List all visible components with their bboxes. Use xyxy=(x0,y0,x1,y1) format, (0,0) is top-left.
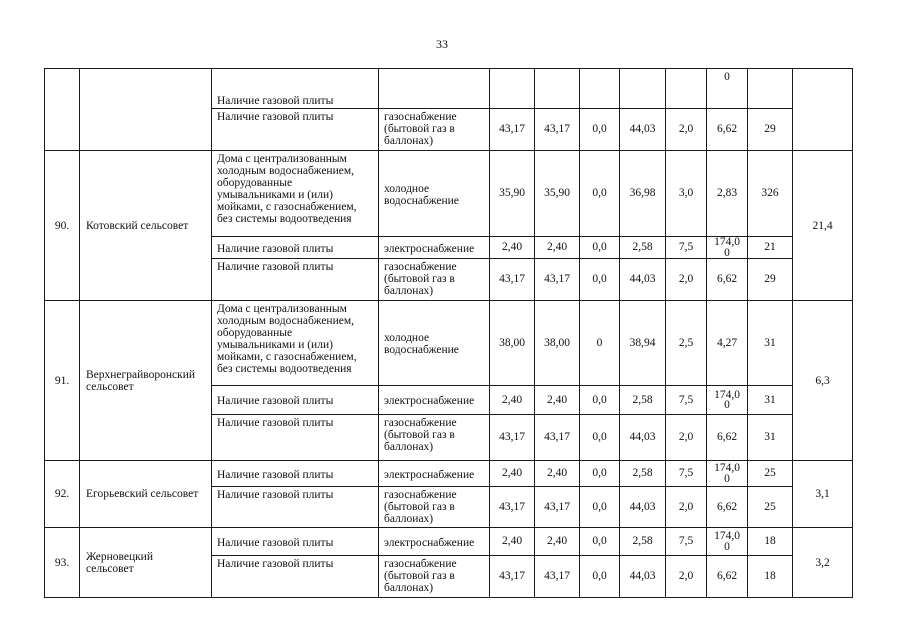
group-total: 3,2 xyxy=(793,528,853,598)
cell-value: 3,0 xyxy=(666,151,707,237)
group-total: 3,1 xyxy=(793,461,853,528)
cell-service: электроснабжение xyxy=(379,528,490,556)
cell-value: 174,0 0 xyxy=(707,528,748,556)
cell-description: Наличие газовой плиты xyxy=(212,415,379,461)
cell-value: 0,0 xyxy=(580,151,620,237)
cell-value: 7,5 xyxy=(666,386,707,415)
cell-service: газоснабжение (бытовой газ в баллоиах) xyxy=(379,487,490,528)
group-number: 93. xyxy=(45,528,80,598)
group-number: 90. xyxy=(45,151,80,301)
group-name: Егорьевский сельсовет xyxy=(80,461,212,528)
cell-value xyxy=(490,69,535,109)
cell-value: 326 xyxy=(748,151,793,237)
cell-value: 29 xyxy=(748,109,793,151)
cell-value: 44,03 xyxy=(620,556,666,598)
cell-value: 6,62 xyxy=(707,556,748,598)
cell-value: 29 xyxy=(748,259,793,301)
group-name: Жерновецкий сельсовет xyxy=(80,528,212,598)
cell-value: 44,03 xyxy=(620,259,666,301)
cell-value: 7,5 xyxy=(666,237,707,259)
cell-service: электроснабжение xyxy=(379,386,490,415)
cell-service: газоснабжение (бытовой газ в баллонах) xyxy=(379,259,490,301)
group-number: 92. xyxy=(45,461,80,528)
cell-value: 38,00 xyxy=(490,301,535,386)
table-row xyxy=(45,301,853,386)
cell-value: 35,90 xyxy=(535,151,580,237)
cell-value: 6,62 xyxy=(707,109,748,151)
cell-value: 2,83 xyxy=(707,151,748,237)
cell-service xyxy=(379,69,490,109)
cell-service: газоснабжение (бытовой газ в баллонах) xyxy=(379,556,490,598)
cell-description: Наличие газовой плиты xyxy=(212,259,379,301)
group-number: 91. xyxy=(45,301,80,461)
cell-value: 43,17 xyxy=(490,556,535,598)
cell-value: 2,58 xyxy=(620,528,666,556)
cell-value: 18 xyxy=(748,556,793,598)
cell-value: 2,0 xyxy=(666,556,707,598)
group-total-cell xyxy=(793,69,853,151)
cell-value: 2,58 xyxy=(620,461,666,487)
group-name: Котовский сельсовет xyxy=(80,151,212,301)
cell-description: Наличие газовой плиты xyxy=(212,237,379,259)
cell-value: 43,17 xyxy=(490,259,535,301)
cell-value: 38,00 xyxy=(535,301,580,386)
cell-description: Наличие газовой плиты xyxy=(212,69,379,109)
cell-value: 0 xyxy=(707,69,748,109)
cell-value: 2,40 xyxy=(535,461,580,487)
cell-value: 35,90 xyxy=(490,151,535,237)
cell-value: 0,0 xyxy=(580,487,620,528)
cell-value: 2,5 xyxy=(666,301,707,386)
cell-value xyxy=(620,69,666,109)
cell-value: 7,5 xyxy=(666,461,707,487)
cell-value: 25 xyxy=(748,487,793,528)
cell-service: холодное водоснабжение xyxy=(379,301,490,386)
cell-value xyxy=(535,69,580,109)
cell-value: 0,0 xyxy=(580,528,620,556)
cell-value: 2,40 xyxy=(535,237,580,259)
cell-value: 2,40 xyxy=(535,386,580,415)
table-row xyxy=(45,69,853,109)
table-row xyxy=(45,151,853,237)
cell-value: 2,40 xyxy=(535,528,580,556)
cell-value: 2,0 xyxy=(666,415,707,461)
cell-value: 43,17 xyxy=(490,415,535,461)
cell-description: Наличие газовой плиты xyxy=(212,528,379,556)
cell-value: 4,27 xyxy=(707,301,748,386)
cell-value: 0,0 xyxy=(580,259,620,301)
group-number-cell xyxy=(45,69,80,151)
cell-value: 36,98 xyxy=(620,151,666,237)
group-total: 21,4 xyxy=(793,151,853,301)
cell-value: 7,5 xyxy=(666,528,707,556)
cell-description: Наличие газовой плиты xyxy=(212,461,379,487)
cell-value: 0,0 xyxy=(580,386,620,415)
cell-value: 174,0 0 xyxy=(707,386,748,415)
cell-service: электроснабжение xyxy=(379,461,490,487)
cell-value: 44,03 xyxy=(620,109,666,151)
cell-value: 43,17 xyxy=(490,109,535,151)
cell-value: 2,0 xyxy=(666,109,707,151)
cell-value: 2,0 xyxy=(666,487,707,528)
table-row xyxy=(45,528,853,556)
cell-service: газоснабжение (бытовой газ в баллонах) xyxy=(379,109,490,151)
cell-value: 6,62 xyxy=(707,415,748,461)
cell-value: 38,94 xyxy=(620,301,666,386)
cell-description: Наличие газовой плиты xyxy=(212,487,379,528)
cell-description: Дома с централизованным холодным водоснабжением, оборудованные умывальниками и (или) мойками, с газоснабжением, без системы водоотведения xyxy=(212,151,379,237)
cell-description: Наличие газовой плиты xyxy=(212,109,379,151)
cell-value: 31 xyxy=(748,301,793,386)
cell-value: 31 xyxy=(748,415,793,461)
cell-value: 2,0 xyxy=(666,259,707,301)
cell-description: Наличие газовой плиты xyxy=(212,556,379,598)
cell-service: электроснабжение xyxy=(379,237,490,259)
cell-value xyxy=(666,69,707,109)
cell-service: холодное водоснабжение xyxy=(379,151,490,237)
group-name-cell xyxy=(80,69,212,151)
cell-value: 2,58 xyxy=(620,237,666,259)
cell-value: 0,0 xyxy=(580,461,620,487)
cell-value: 2,40 xyxy=(490,237,535,259)
cell-value: 44,03 xyxy=(620,415,666,461)
cell-value: 31 xyxy=(748,386,793,415)
cell-description: Дома с централизованным холодным водоснабжением, оборудованные умывальниками и (или) мойками, с газоснабжением, без системы водоотведения xyxy=(212,301,379,386)
cell-value: 25 xyxy=(748,461,793,487)
cell-value: 43,17 xyxy=(535,487,580,528)
cell-value: 174,0 0 xyxy=(707,237,748,259)
group-name: Верхнеграйворонский сельсовет xyxy=(80,301,212,461)
cell-value: 2,58 xyxy=(620,386,666,415)
cell-description: Наличие газовой плиты xyxy=(212,386,379,415)
cell-value: 0,0 xyxy=(580,109,620,151)
cell-value: 21 xyxy=(748,237,793,259)
cell-value: 2,40 xyxy=(490,386,535,415)
cell-value: 43,17 xyxy=(535,415,580,461)
cell-value: 43,17 xyxy=(535,259,580,301)
cell-value: 43,17 xyxy=(535,556,580,598)
cell-value: 2,40 xyxy=(490,461,535,487)
table-row xyxy=(45,461,853,487)
cell-value: 0,0 xyxy=(580,415,620,461)
cell-value xyxy=(748,69,793,109)
cell-value: 18 xyxy=(748,528,793,556)
cell-value: 43,17 xyxy=(535,109,580,151)
group-total: 6,3 xyxy=(793,301,853,461)
cell-value: 6,62 xyxy=(707,259,748,301)
cell-value: 2,40 xyxy=(490,528,535,556)
cell-value: 0,0 xyxy=(580,556,620,598)
cell-service: газоснабжение (бытовой газ в баллонах) xyxy=(379,415,490,461)
cell-value xyxy=(580,69,620,109)
cell-value: 0 xyxy=(580,301,620,386)
data-table xyxy=(44,68,853,598)
cell-value: 174,0 0 xyxy=(707,461,748,487)
page-number: 33 xyxy=(436,37,448,51)
cell-value: 6,62 xyxy=(707,487,748,528)
cell-value: 44,03 xyxy=(620,487,666,528)
cell-value: 0,0 xyxy=(580,237,620,259)
cell-value: 43,17 xyxy=(490,487,535,528)
